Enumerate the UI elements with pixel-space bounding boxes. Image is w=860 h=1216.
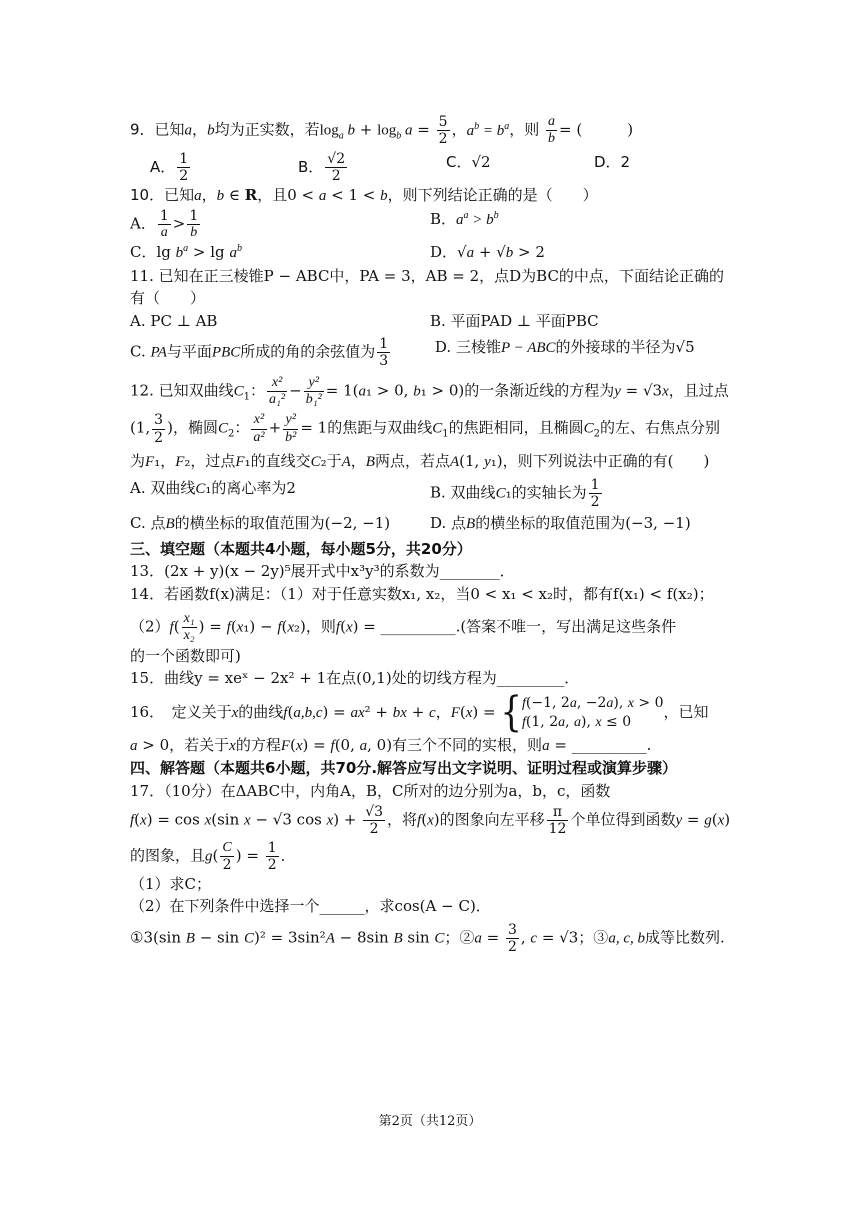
question-17-line6: ①3(sin B − sin C)² = 3sin²A − 8sin B sin C；②a = $\frac{3}{2}$ , c = √3；③a, c, b成等比数列. xyxy=(130,921,725,955)
question-15: 15．曲线y = xeˣ − 2x² + 1在点(0,1)处的切线方程为_________． xyxy=(130,669,580,687)
question-12-line3: 为F₁，F₂，过点F₁的直线交C₂于A，B两点，若点A(1, y₁)，则下列说法中正确的有( ) xyxy=(130,451,710,470)
question-12-option-b: B. 双曲线C₁的实轴长为 $\frac{1}{2}$ xyxy=(430,477,600,511)
question-14-line2: （2）f( $\frac{\text{x₁}}{\text{x₂}}$ ) = f(x₁) − f(x₂)，则f(x) = __________.(答案不唯一，写出满足这些条件 xyxy=(130,611,677,644)
question-9-option-b: B． $\frac{√2}{2}$ xyxy=(298,151,346,185)
question-11-stem-line2: 有（ ） xyxy=(130,289,206,308)
question-9-option-a: A． $\frac{1}{2}$ xyxy=(150,151,189,185)
question-10-options-row2 xyxy=(130,241,730,265)
question-14-line3: 的一个函数即可) xyxy=(130,646,241,665)
section-4-heading: 四、解答题（本题共6小题，共70分.解答应写出文字说明、证明过程或演算步骤） xyxy=(130,759,678,778)
question-10-stem: 10．已知a，b ∈ R，且0 < a < 1 < b，则下列结论正确的是（ ） xyxy=(130,186,598,205)
question-11-options-row2 xyxy=(130,336,730,369)
question-11-option-c: C. PA与平面PBC所成的角的余弦值为 $\frac{1}{3}$ xyxy=(130,336,389,370)
question-17-line3: 的图象，且g( $\frac{C}{2}$ ) = $\frac{1}{2}$ ． xyxy=(130,839,296,873)
question-12-option-a: A. 双曲线C₁的离心率为2 xyxy=(130,479,296,498)
exam-content xyxy=(130,108,730,955)
question-11-option-b: B. 平面PAD ⊥ 平面PBC xyxy=(430,311,599,330)
question-11-stem-line1: 11. 已知在正三棱锥P − ABC中，PA = 3，AB = 2，点D为BC的中点，下面结论正确的 xyxy=(130,266,724,285)
question-9-stem: 9．已知a，b均为正实数，若$\log_a b + \log_b a$ = $\frac{5}{2}$ ，$a^b = b^a$，则 $\frac{a}{b}$ = ( ) xyxy=(130,114,634,148)
question-12-options-row2 xyxy=(130,512,730,536)
question-12-option-d: D. 点B的横坐标的取值范围为(−3, −1) xyxy=(430,514,691,533)
question-10-option-b: B．$a^a > b^b$ xyxy=(430,209,499,228)
question-17-line1: 17．（10分）在ΔABC中，内角A，B，C所对的边分别为a，b，c，函数 xyxy=(130,781,611,800)
question-9-option-d: D．2 xyxy=(594,153,631,172)
question-10-option-d: D．√a + √b > 2 xyxy=(430,243,545,262)
question-10-options-row1 xyxy=(130,208,730,241)
question-9-options xyxy=(130,151,730,184)
page-footer: 第2页（共12页） xyxy=(378,1114,482,1129)
question-14-line1: 14．若函数f(x)满足：（1）对于任意实数x₁, x₂，当0 < x₁ < x₂时，都有f(x₁) < f(x₂)； xyxy=(130,584,714,603)
question-10-option-a: A． $\frac{1}{a}$ > $\frac{1}{b}$ xyxy=(130,207,199,240)
question-17-line5: （2）在下列条件中选择一个______，求cos(A − C)． xyxy=(130,897,491,916)
question-12-line1: 12. 已知双曲线$C_1$： $\frac{\text{x²}}{\text{a₁²}}$ − $\frac{\text{y²}}{\text{b₁²}}$ = 1(a₁ > 0, b₁ > 0)的一条渐近线的方程为y = √3x，且过点 xyxy=(130,375,729,408)
question-13: 13．(2x + y)(x − 2y)⁵展开式中x³y³的系数为________． xyxy=(130,562,515,581)
question-9-option-c: C．√2 xyxy=(446,153,491,172)
section-3-heading: 三、填空题（本题共4小题，每小题5分，共20分） xyxy=(130,539,472,558)
question-16-line2: a > 0，若关于x的方程F(x) = f(0, a, 0)有三个不同的实根，则a = __________. xyxy=(130,735,652,754)
question-12-line2: (1, $\frac{3}{2}$ )，椭圆$C_2$： $\frac{\text{x²}}{\text{a²}}$ + $\frac{\text{y²}}{\text{b²}}$ = 1的焦距与双曲线$C_1$的焦距相同，且椭圆$C_2$的左、右焦点分别 xyxy=(130,412,721,446)
question-11-options-row1 xyxy=(130,310,730,333)
question-12-option-c: C. 点B的横坐标的取值范围为(−2, −1) xyxy=(130,514,391,533)
question-17-line4: （1）求C； xyxy=(130,874,212,893)
question-16-line1: 16． 定义关于x的曲线f(a,b,c) = ax² + bx + c，F(x) = { f(−1, 2a, −2a), x > 0 f(1, 2a, a), x ≤ 0 ，已知 xyxy=(130,688,709,737)
question-10-option-c: C．$\lg b^a > \lg a^b$ xyxy=(130,243,242,262)
question-12-options-row1 xyxy=(130,477,730,510)
question-17-line2: f(x) = cos x(sin x − √3 cos x) + $\frac{√3}{2}$ ，将f(x)的图象向左平移 $\frac{\pi}{12}$ 个单位得到函数y = g(x) xyxy=(130,804,731,838)
question-11-option-d: D. 三棱锥P − ABC的外接球的半径为√5 xyxy=(434,338,695,357)
question-11-option-a: A. PC ⊥ AB xyxy=(130,311,218,330)
